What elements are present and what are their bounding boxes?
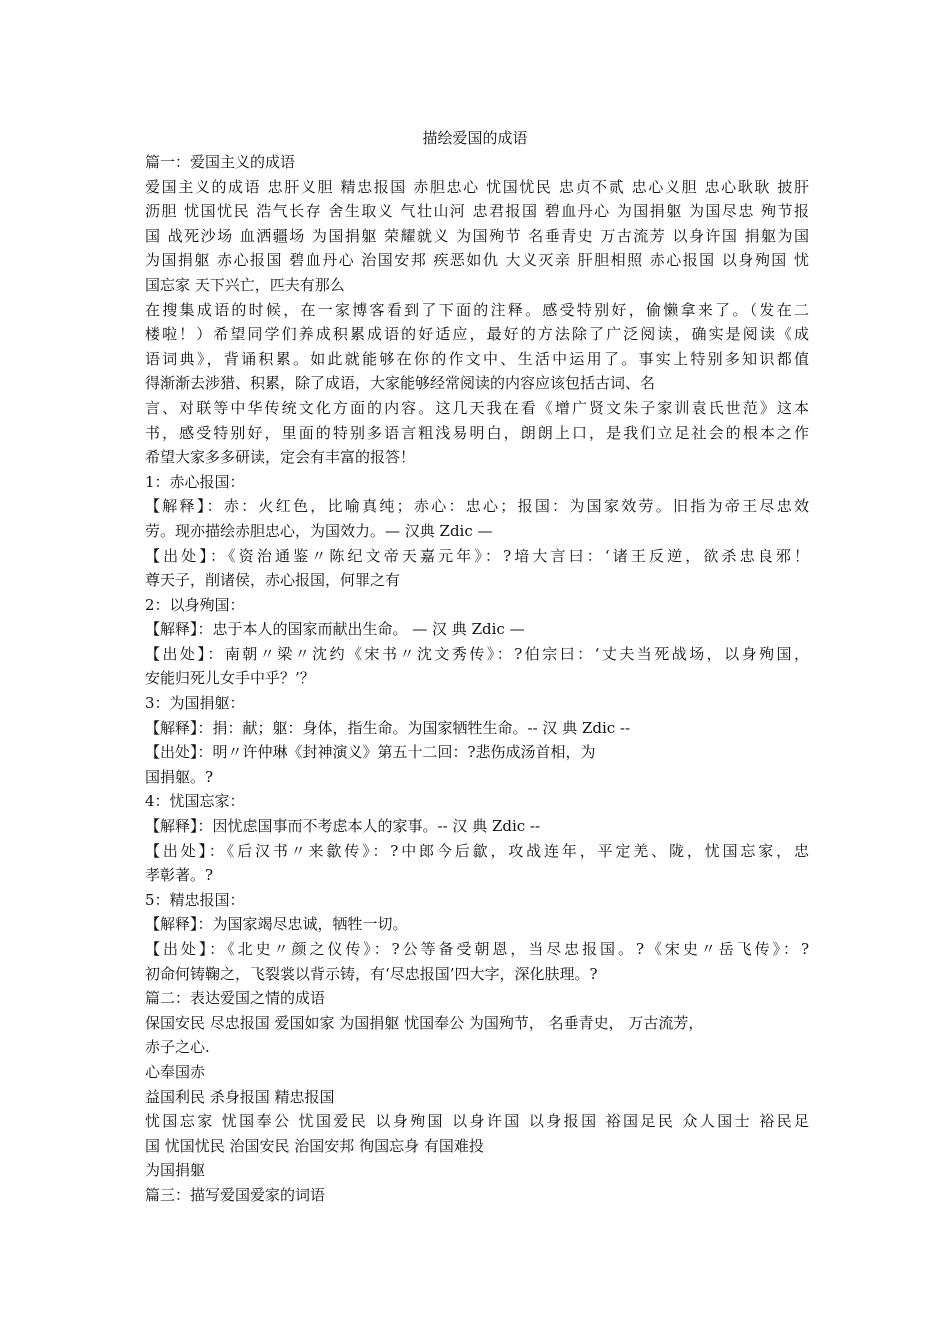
text-line: 爱国主义的成语 忠肝义胆 精忠报国 赤胆忠心 忧国忧民 忠贞不贰 忠心义胆 忠心耿耿 披肝 — [145, 177, 809, 196]
text-line: 初命何铸鞠之，飞裂裳以背示铸，有‘尽忠报国’四大字，深化肤理。? — [145, 964, 598, 983]
text-line: 国 战死沙场 血洒疆场 为国捐躯 荣耀就义 为国殉节 名垂青史 万古流芳 以身许国 捐躯为国 — [145, 226, 809, 245]
text-line: 为国捐躯 — [145, 1161, 206, 1180]
text-line: 保国安民 尽忠报国 爱国如家 为国捐躯 忧国奉公 为国殉节， 名垂青史， 万古流芳， — [145, 1013, 704, 1032]
text-line: 语词典》，背诵积累。如此就能够在你的作文中、生活中运用了。事实上特别多知识都值 — [145, 349, 809, 368]
text-line: 【出处】：《后汉书〃来歙传》：?中郎今后歙，攻战连年，平定羌、陇，忧国忘家，忠 — [145, 841, 809, 860]
text-line: 2：以身殉国： — [145, 595, 245, 614]
text-line: 篇三：描写爱国爱家的词语 — [145, 1185, 326, 1204]
text-line: 书，感受特别好，里面的特别多语言粗浅易明白，朗朗上口，是我们立足社会的根本之作 — [145, 423, 809, 442]
text-line: 楼啦！）希望同学们养成积累成语的好适应，最好的方法除了广泛阅读，确实是阅读《成 — [145, 325, 809, 344]
text-line: 孝彰著。? — [145, 866, 214, 885]
text-line: 尊天子，削诸侯，赤心报国，何罪之有 — [145, 571, 401, 590]
document-body — [145, 150, 809, 1208]
text-line: 【解释】：因忧虑国事而不考虑本人的家事。-- 汉 典 Zdic -- — [145, 817, 541, 836]
text-line: 沥胆 忧国忧民 浩气长存 舍生取义 气壮山河 忠君报国 碧血丹心 为国捐躯 为国尽忠 殉节报 — [145, 202, 809, 221]
text-line: 【出处】：明〃许仲琳《封神演义》第五十二回：?悲伤成汤首相，为 — [145, 743, 596, 762]
text-line: 【解释】：为国家竭尽忠诚，牺牲一切。 — [145, 915, 408, 934]
text-line: 【出处】：《北史〃颜之仪传》：?公等备受朝恩，当尽忠报国。?《宋史〃岳飞传》：? — [145, 940, 809, 958]
text-line: 安能归死儿女手中乎？’？ — [145, 669, 315, 688]
text-line: 劳。现亦描绘赤胆忠心，为国效力。— 汉典 Zdic — — [145, 521, 493, 540]
text-line: 希望大家多多研读，定会有丰富的报答！ — [145, 448, 416, 467]
text-line: 3：为国捐躯： — [145, 694, 245, 713]
document-title: 描绘爱国的成语 — [422, 129, 528, 147]
text-line: 【出处】：南朝〃梁〃沈约《宋书〃沈文秀传》：?伯宗曰：‘丈夫当死战场，以身殉国， — [145, 644, 809, 663]
text-line: 篇一：爱国主义的成语 — [145, 153, 296, 171]
text-line: 益国利民 杀身报国 精忠报国 — [145, 1087, 335, 1106]
text-line: 得渐渐去涉猎、积累，除了成语，大家能够经常阅读的内容应该包括古词、名 — [145, 374, 656, 393]
text-line: 言、对联等中华传统文化方面的内容。这几天我在看《增广贤文朱子家训袁氏世范》这本 — [145, 398, 809, 417]
text-line: 5：精忠报国： — [145, 890, 245, 909]
text-line: 赤子之心. — [145, 1038, 210, 1057]
text-line: 1：赤心报国： — [145, 472, 245, 491]
text-line: 【解释】：赤：火红色，比喻真纯；赤心：忠心；报国：为国家效劳。旧指为帝王尽忠效 — [145, 497, 809, 516]
text-line: 4：忧国忘家： — [145, 792, 245, 811]
text-line: 国 忧国忧民 治国安民 治国安邦 徇国忘身 有国难投 — [145, 1136, 484, 1155]
text-line: 篇二：表达爱国之情的成语 — [145, 989, 326, 1008]
text-line: 【出处】：《资治通鉴〃陈纪文帝天嘉元年》：?堷大言曰：‘诸王反逆，欲杀忠良邪！ — [145, 546, 809, 565]
text-line: 【解释】：捐：献；躯：身体，指生命。为国家牺牲生命。-- 汉 典 Zdic -- — [145, 718, 631, 737]
text-line: 忧国忘家 忧国奉公 忧国爱民 以身殉国 以身许国 以身报国 裕国足民 众人国士 裕民足 — [145, 1112, 809, 1131]
text-line: 为国捐躯 赤心报国 碧血丹心 治国安邦 疾恶如仇 大义灭亲 肝胆相照 赤心报国 以身殉国 忧 — [145, 251, 809, 270]
text-line: 【解释】：忠于本人的国家而献出生命。 — 汉 典 Zdic — — [145, 620, 525, 639]
text-line: 国忘家 天下兴亡，匹夫有那么 — [145, 275, 345, 294]
text-line: 在搜集成语的时候，在一家博客看到了下面的注释。感受特别好，偷懒拿来了。（发在二 — [145, 300, 809, 319]
text-line: 心奉国赤 — [145, 1062, 206, 1081]
text-line: 国捐躯。? — [145, 767, 214, 786]
